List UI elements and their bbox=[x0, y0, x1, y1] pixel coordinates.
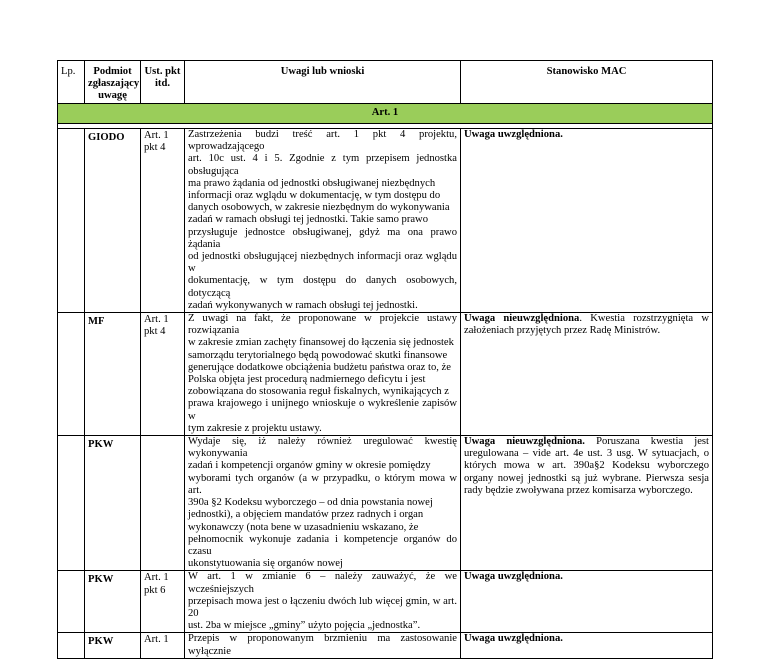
remark-line: wyborami tych organów (a w przypadku, o którym mowa w art. bbox=[188, 472, 457, 496]
row-lp bbox=[58, 571, 85, 633]
remark-line: danych osobowych, w zakresie niezbędnym do wykonywania bbox=[188, 202, 450, 214]
header-remarks: Uwagi lub wnioski bbox=[185, 61, 461, 104]
header-article: Ust. pkt itd. bbox=[141, 61, 185, 104]
remark-line: W art. 1 w zmianie 6 – należy zauważyć, że we wcześniejszych bbox=[188, 571, 457, 595]
remark-line: przepisach mowa jest o łączeniu dwóch lub więcej gmin, w art. 20 bbox=[188, 595, 457, 619]
remark-line: tym zakresie z projektu ustawy. bbox=[188, 422, 322, 434]
remark-line: zadań wykonywanych w ramach obsługi tej jednostki. bbox=[188, 299, 418, 311]
remark-line: zobowiązana do stosowania reguł fiskalnych, wynikających z bbox=[188, 386, 449, 398]
section-title: Art. 1 bbox=[58, 104, 713, 124]
remark-line: prawa krajowego i unijnego wnioskuje o wykreślenie zapisów w bbox=[188, 398, 457, 422]
remark-line: generujące dodatkowe obciążenia budżetu państwa oraz to, że bbox=[188, 361, 451, 373]
row-subject: PKW bbox=[85, 436, 141, 571]
remark-line: dokumentację, w tym dostępu do danych osobowych, dotyczącą bbox=[188, 275, 457, 299]
row-position bbox=[461, 633, 713, 658]
header-row bbox=[58, 61, 713, 104]
table-row bbox=[58, 129, 713, 313]
remark-line: pełnomocnik wykonuje zadania i kompetencje organów do czasu bbox=[188, 533, 457, 557]
remark-line: zadań i kompetencji organów gminy w okresie pomiędzy bbox=[188, 460, 431, 472]
remark-line: samorządu terytorialnego będą powodować skutki finansowe bbox=[188, 349, 448, 361]
remark-line: zadań w ramach obsługi tej jednostki. Takie samo prawo bbox=[188, 214, 429, 226]
row-position bbox=[461, 571, 713, 633]
row-position bbox=[461, 313, 713, 436]
row-subject: GIODO bbox=[85, 129, 141, 313]
remark-line: ma prawo żądania od jednostki obsługiwanej niezbędnych bbox=[188, 177, 436, 189]
remark-line: Przepis w proponowanym brzmieniu ma zastosowanie wyłącznie bbox=[188, 633, 457, 657]
row-subject: PKW bbox=[85, 633, 141, 658]
position-verdict: Uwaga uwzględniona. bbox=[464, 633, 563, 645]
position-verdict: Uwaga uwzględniona. bbox=[464, 571, 563, 583]
table-row bbox=[58, 313, 713, 436]
table-row bbox=[58, 436, 713, 571]
remark-line: Zastrzeżenia budzi treść art. 1 pkt 4 projektu, wprowadzającego bbox=[188, 129, 457, 153]
position-verdict: Uwaga nieuwzględniona bbox=[464, 313, 580, 325]
table-row bbox=[58, 633, 713, 658]
row-article: Art. 1 bbox=[141, 633, 185, 658]
row-article: Art. 1 pkt 4 bbox=[141, 129, 185, 313]
remark-line: Wydaje się, iż należy również uregulować kwestię wykonywania bbox=[188, 436, 457, 460]
remark-line: Z uwagi na fakt, że proponowane w projekcie ustawy rozwiązania bbox=[188, 313, 457, 337]
row-position bbox=[461, 129, 713, 313]
row-lp bbox=[58, 436, 85, 571]
row-remark bbox=[185, 571, 461, 633]
row-article bbox=[141, 436, 185, 571]
remark-line: ukonstytuowania się organów nowej bbox=[188, 558, 343, 570]
row-remark bbox=[185, 313, 461, 436]
remark-line: od jednostki obsługującej niezbędnych informacji oraz wglądu w bbox=[188, 251, 457, 275]
row-lp bbox=[58, 129, 85, 313]
row-lp bbox=[58, 633, 85, 658]
position-verdict: Uwaga nieuwzględniona. bbox=[464, 436, 585, 448]
table-row bbox=[58, 571, 713, 633]
remark-line: 390a §2 Kodeksu wyborczego – od dnia powstania nowej bbox=[188, 497, 433, 509]
row-position bbox=[461, 436, 713, 571]
remarks-table bbox=[57, 60, 713, 659]
row-remark bbox=[185, 129, 461, 313]
remark-line: Polska objęta jest procedurą nadmiernego deficytu i jest bbox=[188, 374, 426, 386]
remark-line: przysługuje jednostce obsługiwanej, gdyż ma ona prawo żądania bbox=[188, 226, 457, 250]
position-verdict: Uwaga uwzględniona. bbox=[464, 129, 563, 140]
row-remark bbox=[185, 436, 461, 571]
row-lp bbox=[58, 313, 85, 436]
row-remark bbox=[185, 633, 461, 658]
remark-line: ust. 2ba w miejsce „gminy” użyto pojęcia „jednostka”. bbox=[188, 620, 421, 632]
position-text: . Kwestia rozstrzygnięta w założeniach przyjętych przez Radę Ministrów. bbox=[464, 313, 709, 337]
row-article: Art. 1 pkt 6 bbox=[141, 571, 185, 633]
header-subject: Podmiot zgłaszający uwagę bbox=[85, 61, 141, 104]
remark-line: w zakresie zmian zachęty finansowej do łączenia się jednostek bbox=[188, 337, 454, 349]
row-subject: MF bbox=[85, 313, 141, 436]
header-lp: Lp. bbox=[58, 61, 85, 104]
header-position: Stanowisko MAC bbox=[461, 61, 713, 104]
remark-line: jednostki), a objęciem mandatów przez radnych i organ bbox=[188, 509, 424, 521]
remark-line: art. 10c ust. 4 i 5. Zgodnie z tym przepisem jednostka obsługująca bbox=[188, 153, 457, 177]
section-row bbox=[58, 104, 713, 124]
row-article: Art. 1 pkt 4 bbox=[141, 313, 185, 436]
row-subject: PKW bbox=[85, 571, 141, 633]
remark-line: wykonawczy (nota bene w uzasadnieniu wskazano, że bbox=[188, 521, 419, 533]
position-text: Poruszana kwestia jest uregulowana – vide art. 4e ust. 3 usg. W sytuacjach, o których mowa w art. 390a§2 Kodeksu wyborczego organy nowej jednostki są już wybrane. Pierwsza sesja rady będzie zwoływana przez komisarza wyborczego. bbox=[464, 436, 709, 496]
remark-line: informacji oraz wglądu w dokumentację, w tym dostępu do bbox=[188, 190, 441, 202]
